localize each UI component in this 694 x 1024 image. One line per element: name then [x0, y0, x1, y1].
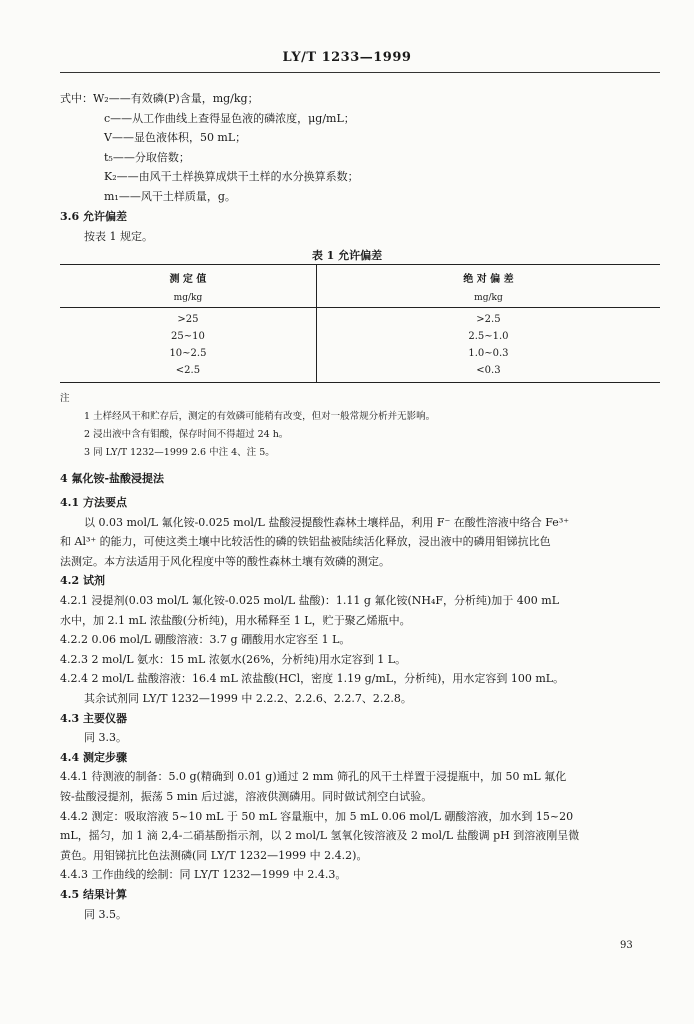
note-item: 3 同 LY/T 1232—1999 2.6 中注 4、注 5。	[84, 447, 275, 458]
body-line: 同 3.5。	[84, 907, 127, 921]
table-caption: 表 1 允许偏差	[311, 249, 383, 262]
section-3-6-body: 按表 1 规定。	[84, 230, 153, 243]
formula-legend-line: 式中：W₂——有效磷(P)含量，mg/kg；	[60, 92, 259, 105]
formula-legend-line: V——显色液体积，50 mL；	[104, 131, 247, 144]
body-line: 以 0.03 mol/L 氟化铵-0.025 mol/L 盐酸浸提酸性森林土壤样品，利用 F⁻ 在酸性溶液中络合 Fe³⁺	[84, 515, 570, 529]
body-line: 4.4.1 待测液的制备：5.0 g(精确到 0.01 g)通过 2 mm 筛孔的风干土样置于浸提瓶中，加 50 mL 氟化	[60, 770, 567, 784]
col1-unit: mg/kg	[60, 289, 316, 308]
page-header: LY/T 1233—1999	[282, 50, 412, 65]
body-line: 4.2.3 2 mol/L 氨水：15 mL 浓氨水(26%，分析纯)用水定容到 1 L。	[60, 652, 407, 666]
body-line: 4.2.4 2 mol/L 盐酸溶液：16.4 mL 浓盐酸(HCl，密度 1.19 g/mL，分析纯)，用水定容到 100 mL。	[60, 672, 565, 686]
body-line: 4.4.2 测定：吸取溶液 5~10 mL 于 50 mL 容量瓶中，加 5 mL 0.06 mol/L 硼酸溶液，加水到 15~20	[60, 809, 574, 823]
absolute-deviation-cell: 2.5~1.0	[468, 331, 509, 342]
body-line: 4.2.1 浸提剂(0.03 mol/L 氟化铵-0.025 mol/L 盐酸)：1.11 g 氟化铵(NH₄F，分析纯)加于 400 mL	[60, 594, 560, 607]
table-row	[60, 328, 660, 345]
table-row	[60, 308, 660, 329]
body-line: 4.5 结果计算	[60, 888, 127, 901]
header-rule	[60, 72, 660, 73]
body-line: 法测定。本方法适用于风化程度中等的酸性森林土壤有效磷的测定。	[60, 554, 390, 568]
tolerance-table	[60, 264, 660, 383]
measured-value-cell: 10~2.5	[60, 345, 316, 362]
col2-unit: mg/kg	[316, 289, 660, 308]
table-row	[60, 345, 660, 362]
formula-legend-line: K₂——由风干土样换算成烘干土样的水分换算系数；	[104, 170, 359, 183]
body-line: 同 3.3。	[84, 731, 127, 745]
measured-value-cell: <2.5	[60, 362, 316, 383]
measured-value-cell: 25~10	[60, 328, 316, 345]
body-line: 4.1 方法要点	[60, 496, 127, 509]
table-row	[60, 362, 660, 383]
body-line: 4.2 试剂	[60, 574, 105, 588]
body-line: 4.4 测定步骤	[60, 750, 127, 764]
body-line: 水中，加 2.1 mL 浓盐酸(分析纯)，用水稀释至 1 L，贮于聚乙烯瓶中。	[60, 613, 411, 627]
col1-header: 测 定 值	[60, 265, 316, 290]
body-line: 铵-盐酸浸提剂，振荡 5 min 后过滤，溶液供测磷用。同时做试剂空白试验。	[60, 790, 433, 803]
absolute-deviation-cell: 1.0~0.3	[468, 348, 509, 359]
formula-legend-line: m₁——风干土样质量，g。	[104, 189, 236, 203]
measured-value-cell: >25	[60, 308, 316, 329]
absolute-deviation-cell: <0.3	[316, 362, 660, 383]
col2-header: 绝 对 偏 差	[316, 265, 660, 290]
body-line: 黄色。用钼锑抗比色法测磷(同 LY/T 1232—1999 中 2.4.2)。	[60, 848, 368, 862]
body-line: 和 Al³⁺ 的能力，可使这类土壤中比较活性的磷的铁铝盐被陆续活化释放，浸出液中的磷用钼锑抗比色	[60, 535, 551, 549]
notes-label: 注	[60, 393, 70, 404]
section-4-heading: 4 氟化铵-盐酸浸提法	[60, 472, 165, 485]
section-3-6-heading: 3.6 允许偏差	[60, 210, 127, 223]
note-item: 2 浸出液中含有钼酸，保存时间不得超过 24 h。	[84, 429, 289, 440]
page-number: 93	[620, 940, 633, 951]
body-line: 4.4.3 工作曲线的绘制：同 LY/T 1232—1999 中 2.4.3。	[60, 868, 347, 882]
body-line: 4.2.2 0.06 mol/L 硼酸溶液：3.7 g 硼酸用水定容至 1 L。	[60, 633, 351, 647]
absolute-deviation-cell: >2.5	[476, 314, 501, 325]
note-item: 1 土样经风干和贮存后，测定的有效磷可能稍有改变，但对一般常规分析并无影响。	[84, 411, 436, 422]
body-line: mL，摇匀，加 1 滴 2,4-二硝基酚指示剂，以 2 mol/L 氢氧化铵溶液及 2 mol/L 盐酸调 pH 到溶液刚呈微	[60, 829, 580, 843]
body-line: 4.3 主要仪器	[60, 711, 127, 725]
body-line: 其余试剂同 LY/T 1232—1999 中 2.2.2、2.2.6、2.2.7、2.2.8。	[84, 692, 412, 705]
formula-legend-line: c——从工作曲线上查得显色液的磷浓度，μg/mL；	[104, 111, 355, 125]
formula-legend-line: t₅——分取倍数；	[104, 150, 190, 164]
